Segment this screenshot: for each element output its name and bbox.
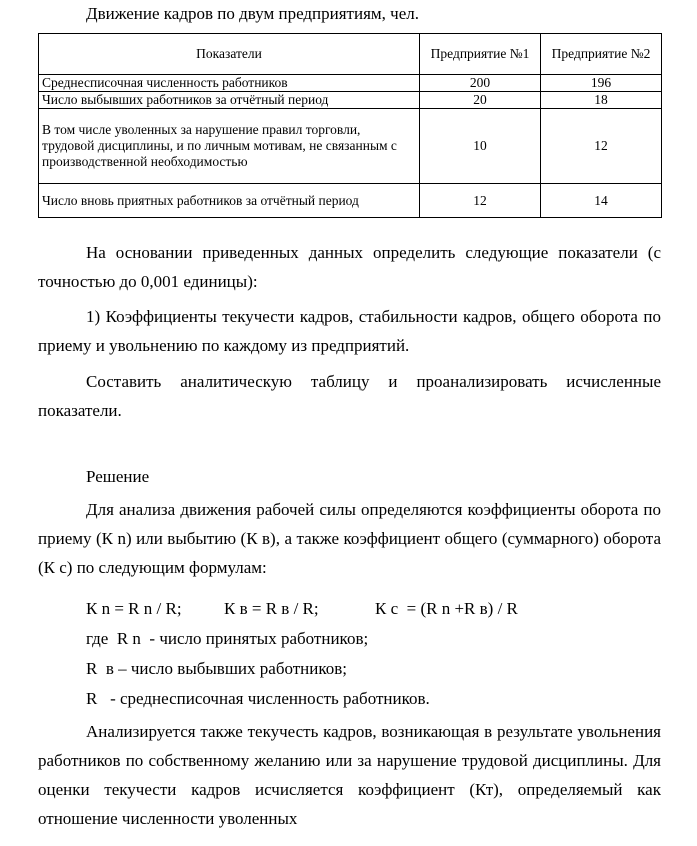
table-row xyxy=(39,75,662,92)
table-row xyxy=(39,92,662,109)
row-value-2: 14 xyxy=(541,184,662,218)
header-enterprise-2: Предприятие №2 xyxy=(541,34,662,75)
formula-total: К с = (R n +R в) / R xyxy=(375,599,518,618)
row-value-1: 12 xyxy=(420,184,541,218)
task-paragraph-2: Составить аналитическую таблицу и проанализировать исчисленные показатели. xyxy=(38,372,661,420)
row-value-1: 200 xyxy=(420,75,541,92)
row-value-1: 20 xyxy=(420,92,541,109)
turnover-paragraph: Анализируется также текучесть кадров, возникающая в результате увольнения работников по собственному желанию или за нарушение трудовой дисциплины. Для оценки текучести кадров исчисляется коэффициент (Кт), определяемый как отношение численности уволенных xyxy=(38,722,661,828)
legend-left: R в – число выбывших работников; xyxy=(86,659,348,678)
solution-heading: Решение xyxy=(86,467,150,486)
row-value-1: 10 xyxy=(420,109,541,184)
solution-paragraph: Для анализа движения рабочей силы определяются коэффициенты оборота по приему (К n) или выбытию (К в), а также коэффициент общего (суммарного) оборота (К с) по следующим формулам: xyxy=(38,500,661,577)
row-label: Число выбывших работников за отчётный период xyxy=(39,92,420,109)
formula-hiring: К n = R n / R; xyxy=(86,599,182,618)
table-caption: Движение кадров по двум предприятиям, чел. xyxy=(86,4,419,23)
legend-average: R - среднесписочная численность работников. xyxy=(86,689,430,708)
task-item-1: 1) Коэффициенты текучести кадров, стабильности кадров, общего оборота по приему и увольнению по каждому из предприятий. xyxy=(38,307,661,355)
personnel-movement-table xyxy=(38,33,662,218)
header-enterprise-1: Предприятие №1 xyxy=(420,34,541,75)
formula-leaving: К в = R в / R; xyxy=(224,599,319,618)
legend-hired: где R n - число принятых работников; xyxy=(86,629,369,648)
row-label: В том числе уволенных за нарушение правил торговли, трудовой дисциплины, и по личным мотивам, не связанным с производственной необходимостью xyxy=(39,109,420,184)
row-value-2: 196 xyxy=(541,75,662,92)
table-header-row xyxy=(39,34,662,75)
row-value-2: 18 xyxy=(541,92,662,109)
table-row xyxy=(39,109,662,184)
header-indicators: Показатели xyxy=(39,34,420,75)
row-label: Число вновь приятных работников за отчётный период xyxy=(39,184,420,218)
row-label: Среднесписочная численность работников xyxy=(39,75,420,92)
row-value-2: 12 xyxy=(541,109,662,184)
table-row xyxy=(39,184,662,218)
task-paragraph: На основании приведенных данных определить следующие показатели (с точностью до 0,001 единицы): xyxy=(38,243,661,291)
